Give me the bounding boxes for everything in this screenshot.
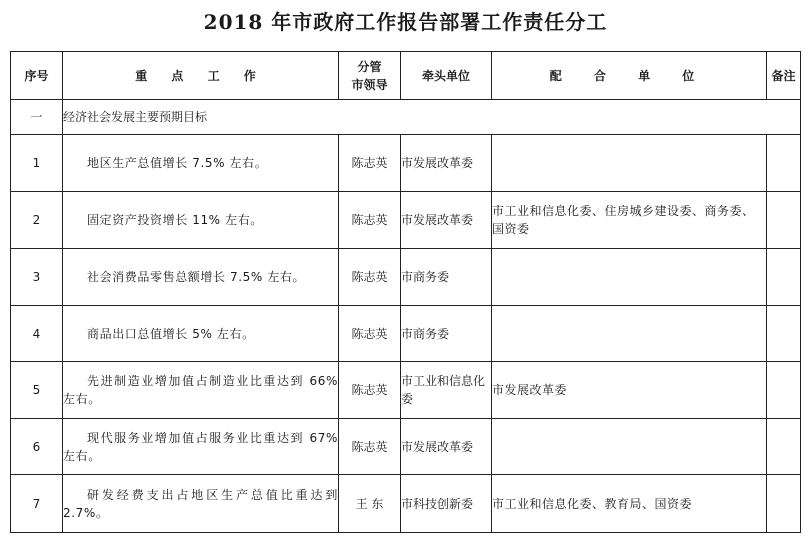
row-index: 3 <box>11 249 63 306</box>
header-index: 序号 <box>11 52 63 100</box>
row-coop-unit <box>492 135 767 192</box>
row-leader: 陈志英 <box>339 135 401 192</box>
row-note <box>767 249 801 306</box>
table-row <box>11 249 801 306</box>
row-index: 7 <box>11 475 63 533</box>
row-lead-unit: 市发展改革委 <box>401 135 492 192</box>
section-row <box>11 100 801 135</box>
row-lead-unit: 市科技创新委 <box>401 475 492 533</box>
row-leader: 陈志英 <box>339 306 401 362</box>
row-lead-unit: 市发展改革委 <box>401 419 492 475</box>
row-leader: 陈志英 <box>339 249 401 306</box>
row-coop-unit: 市工业和信息化委、住房城乡建设委、商务委、国资委 <box>492 192 767 249</box>
table-row <box>11 362 801 419</box>
row-task: 现代服务业增加值占服务业比重达到 67% 左右。 <box>63 419 339 475</box>
header-leader <box>339 52 401 100</box>
row-task: 研发经费支出占地区生产总值比重达到 2.7%。 <box>63 475 339 533</box>
row-task: 地区生产总值增长 7.5% 左右。 <box>63 135 339 192</box>
header-coop-unit: 配 合 单 位 <box>492 52 767 100</box>
row-coop-unit <box>492 419 767 475</box>
responsibility-table <box>10 51 801 533</box>
section-index: 一 <box>11 100 63 135</box>
row-note <box>767 362 801 419</box>
header-lead-unit: 牵头单位 <box>401 52 492 100</box>
table-row <box>11 475 801 533</box>
header-task: 重 点 工 作 <box>63 52 339 100</box>
row-task: 固定资产投资增长 11% 左右。 <box>63 192 339 249</box>
header-leader-line1: 分管 <box>357 59 382 74</box>
table-row <box>11 192 801 249</box>
row-index: 6 <box>11 419 63 475</box>
row-coop-unit: 市工业和信息化委、教育局、国资委 <box>492 475 767 533</box>
row-note <box>767 419 801 475</box>
row-index: 1 <box>11 135 63 192</box>
row-leader: 陈志英 <box>339 192 401 249</box>
row-index: 2 <box>11 192 63 249</box>
row-note <box>767 135 801 192</box>
table-row <box>11 306 801 362</box>
row-task: 商品出口总值增长 5% 左右。 <box>63 306 339 362</box>
row-note <box>767 192 801 249</box>
document-title: 2018 年市政府工作报告部署工作责任分工 <box>203 10 608 34</box>
row-lead-unit: 市工业和信息化委 <box>401 362 492 419</box>
row-lead-unit: 市商务委 <box>401 249 492 306</box>
row-note <box>767 475 801 533</box>
row-lead-unit: 市发展改革委 <box>401 192 492 249</box>
header-note: 备注 <box>767 52 801 100</box>
row-index: 4 <box>11 306 63 362</box>
row-task: 先进制造业增加值占制造业比重达到 66% 左右。 <box>63 362 339 419</box>
row-coop-unit <box>492 306 767 362</box>
section-title: 经济社会发展主要预期目标 <box>63 100 801 135</box>
row-leader: 陈志英 <box>339 419 401 475</box>
row-leader: 王 东 <box>339 475 401 533</box>
row-index: 5 <box>11 362 63 419</box>
table-row <box>11 419 801 475</box>
row-leader: 陈志英 <box>339 362 401 419</box>
table-header-row <box>11 52 801 100</box>
table-row <box>11 135 801 192</box>
header-leader-line2: 市领导 <box>351 77 388 92</box>
row-note <box>767 306 801 362</box>
row-coop-unit: 市发展改革委 <box>492 362 767 419</box>
row-coop-unit <box>492 249 767 306</box>
row-lead-unit: 市商务委 <box>401 306 492 362</box>
row-task: 社会消费品零售总额增长 7.5% 左右。 <box>63 249 339 306</box>
